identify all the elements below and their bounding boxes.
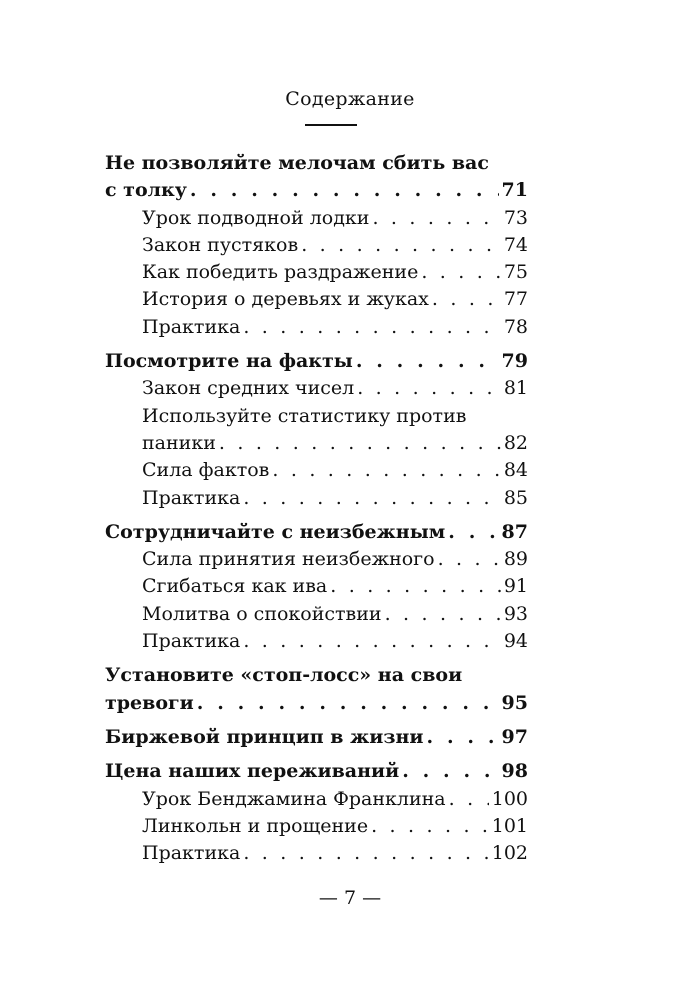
dot-leader [449, 786, 489, 813]
page-heading: Содержание [285, 88, 415, 110]
dot-leader [432, 286, 501, 313]
dot-leader [402, 758, 498, 785]
page-number: 102 [491, 842, 528, 865]
subsection-title: Практика [142, 486, 241, 509]
subsection-title: Закон пустяков [142, 233, 299, 256]
subsection-title: Используйте статистику против [142, 404, 467, 427]
dot-leader [243, 628, 501, 655]
page-folio: — 7 — [318, 887, 382, 909]
subsection-title: Урок Бенджамина Франклина [142, 787, 446, 810]
chapter-entry[interactable] [105, 724, 528, 751]
chapter-entry[interactable] [105, 177, 528, 204]
subsection-entry[interactable] [105, 457, 528, 484]
chapter-entry[interactable] [105, 690, 528, 717]
chapter-title: тревоги [105, 691, 194, 714]
page-number: 78 [503, 315, 528, 338]
page-number: 98 [501, 760, 528, 783]
chapter-title: с толку [105, 179, 187, 202]
dot-leader [330, 573, 501, 600]
subsection-entry[interactable] [105, 573, 528, 600]
chapter-title: Посмотрите на факты [105, 350, 353, 373]
subsection-title: Урок подводной лодки [142, 206, 370, 229]
chapter-entry[interactable] [105, 758, 528, 785]
page-number: 100 [491, 787, 528, 810]
page-number: 71 [501, 179, 528, 202]
subsection-entry[interactable] [105, 314, 528, 341]
dot-leader [301, 232, 501, 259]
toc-section [105, 150, 528, 341]
dot-leader [448, 519, 498, 546]
dot-leader [243, 485, 501, 512]
subsection-title: История о деревьях и жуках [142, 288, 429, 311]
dot-leader [357, 375, 501, 402]
dot-leader [243, 314, 501, 341]
chapter-title: Сотрудничайте с неизбежным [105, 520, 446, 543]
subsection-entry[interactable] [105, 628, 528, 655]
page-number: 95 [501, 691, 528, 714]
subsection-entry[interactable] [105, 601, 528, 628]
page-number: 79 [501, 350, 528, 373]
subsection-title: паники [142, 431, 216, 454]
dot-leader [372, 205, 500, 232]
dot-leader [421, 259, 500, 286]
toc-section [105, 348, 528, 512]
dot-leader [219, 430, 501, 457]
subsection-title: Практика [142, 315, 241, 338]
dot-leader [190, 177, 499, 204]
subsection-entry[interactable] [105, 259, 528, 286]
subsection-entry[interactable] [105, 232, 528, 259]
chapter-title: Не позволяйте мелочам сбить вас [105, 152, 489, 174]
subsection-title-line [105, 403, 528, 430]
dot-leader [438, 546, 501, 573]
subsection-title: Сила принятия неизбежного [142, 548, 435, 571]
heading-rule [305, 124, 357, 126]
dot-leader [197, 690, 499, 717]
page-number: 94 [503, 630, 528, 653]
subsection-entry[interactable] [105, 840, 528, 867]
subsection-entry[interactable] [105, 205, 528, 232]
subsection-entry[interactable] [105, 375, 528, 402]
table-of-contents [105, 150, 528, 874]
page-number: 85 [503, 486, 528, 509]
dot-leader [272, 457, 500, 484]
dot-leader [371, 813, 489, 840]
subsection-entry[interactable] [105, 286, 528, 313]
subsection-entry[interactable] [105, 430, 528, 457]
page-number: 73 [503, 206, 528, 229]
page-number: 101 [491, 814, 528, 837]
subsection-entry[interactable] [105, 546, 528, 573]
toc-section [105, 724, 528, 751]
chapter-title: Цена наших переживаний [105, 760, 400, 783]
chapter-title-line [105, 662, 528, 689]
subsection-title: Закон средних чисел [142, 377, 355, 400]
page-number: 97 [501, 725, 528, 748]
chapter-title: Биржевой принцип в жизни [105, 725, 424, 748]
page-number: 77 [503, 288, 528, 311]
dot-leader [427, 724, 499, 751]
chapter-title: Установите «стоп-лосс» на свои [105, 664, 463, 687]
subsection-title: Молитва о спокойствии [142, 602, 382, 625]
chapter-entry[interactable] [105, 519, 528, 546]
page-number: 81 [503, 377, 528, 400]
subsection-title: Практика [142, 842, 241, 865]
page-number: 89 [503, 548, 528, 571]
subsection-title: Как победить раздражение [142, 261, 419, 284]
subsection-title: Линкольн и прощение [142, 814, 369, 837]
toc-section [105, 758, 528, 867]
page-number: 91 [503, 575, 528, 598]
chapter-title-line [105, 150, 528, 177]
subsection-title: Сгибаться как ива [142, 575, 328, 598]
dot-leader [243, 840, 488, 867]
subsection-entry[interactable] [105, 485, 528, 512]
dot-leader [385, 601, 501, 628]
page-number: 84 [503, 459, 528, 482]
page-number: 87 [501, 520, 528, 543]
page-number: 82 [503, 431, 528, 454]
chapter-entry[interactable] [105, 348, 528, 375]
subsection-entry[interactable] [105, 813, 528, 840]
subsection-entry[interactable] [105, 786, 528, 813]
page-number: 74 [503, 233, 528, 256]
toc-section [105, 662, 528, 717]
dot-leader [356, 348, 499, 375]
toc-section [105, 519, 528, 655]
page-number: 75 [503, 261, 528, 284]
subsection-title: Сила фактов [142, 459, 270, 482]
subsection-title: Практика [142, 630, 241, 653]
page-number: 93 [503, 602, 528, 625]
